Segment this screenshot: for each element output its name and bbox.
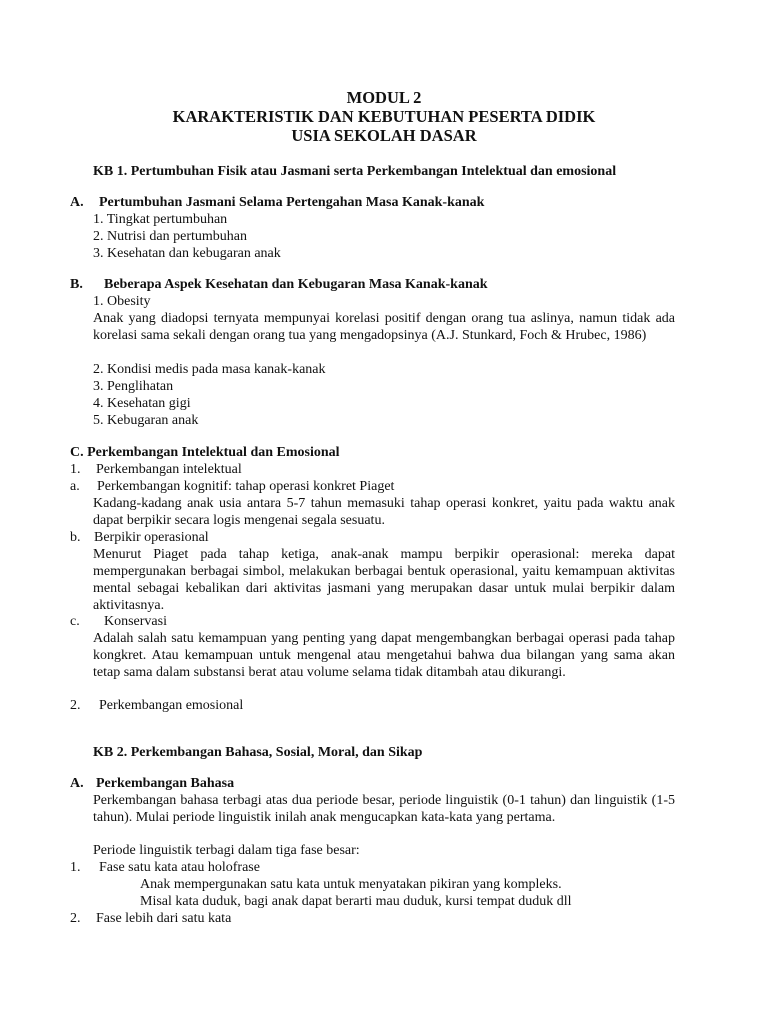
list-item: 1. Tingkat pertumbuhan (93, 212, 228, 227)
list-item: 4. Kesehatan gigi (93, 396, 191, 411)
list-item: 2. Nutrisi dan pertumbuhan (93, 229, 247, 244)
kb2-section-a-letter: A. (70, 776, 84, 791)
list-item: Fase lebih dari satu kata (96, 911, 232, 926)
list-item: 1. Obesity (93, 294, 151, 309)
list-item: Konservasi (104, 614, 167, 629)
list-item: Perkembangan kognitif: tahap operasi konkret Piaget (97, 479, 395, 494)
kb1-section-a-letter: A. (70, 195, 84, 210)
list-item: Perkembangan intelektual (96, 462, 242, 477)
title-line-3: USIA SEKOLAH DASAR (291, 126, 477, 145)
kognitif-text: Kadang-kadang anak usia antara 5-7 tahun memasuki tahap operasi konkret, yaitu pada waktu anak dapat berpikir secara logis mengenai segala sesuatu. (93, 496, 675, 528)
kognitif-paragraph (93, 495, 675, 529)
fase-1-line-2: Misal kata duduk, bagi anak dapat berarti mau duduk, kursi tempat duduk dll (140, 894, 572, 909)
list-number: 1. (70, 462, 81, 477)
title-line-1: MODUL 2 (346, 88, 422, 107)
konservasi-text: Adalah salah satu kemampuan yang penting yang dapat mengembangkan berbagai operasi pada tahap kongkret. Atau kemampuan untuk mengenal atau mengetahui bahwa dua bilangan yang sama akan tetap sama dalam substansi berat atau volume selama tidak ditambah atau dikurangi. (93, 631, 675, 680)
list-number: 2. (70, 911, 81, 926)
obesity-paragraph (93, 310, 675, 344)
bahasa-paragraph (93, 792, 675, 826)
list-number: 2. (70, 698, 81, 713)
kb2-section-a-heading: Perkembangan Bahasa (96, 776, 235, 791)
title-line-2: KARAKTERISTIK DAN KEBUTUHAN PESERTA DIDIK (172, 107, 596, 126)
konservasi-paragraph (93, 630, 675, 681)
bahasa-text: Perkembangan bahasa terbagi atas dua periode besar, periode linguistik (0-1 tahun) dan linguistik (1-5 tahun). Mulai periode linguistik inilah anak mengucapkan kata-kata yang pertama. (93, 793, 675, 825)
kb1-section-b-heading: Beberapa Aspek Kesehatan dan Kebugaran Masa Kanak-kanak (104, 277, 488, 292)
list-letter: c. (70, 614, 80, 629)
operasional-text: Menurut Piaget pada tahap ketiga, anak-anak mampu berpikir operasional: mereka dapat mempergunakan berbagai simbol, melakukan berbagai bentuk operasional, yaitu kemampuan aktivitas mental sebagai kebalikan dari aktivitas jasmani yang merupakan dasar untuk mulai berpikir dalam aktivitasnya. (93, 547, 675, 613)
kb1-section-b-letter: B. (70, 277, 83, 292)
list-item: Perkembangan emosional (99, 698, 244, 713)
kb1-section-c-heading: C. Perkembangan Intelektual dan Emosional (70, 445, 340, 460)
list-number: 1. (70, 860, 81, 875)
operasional-paragraph (93, 546, 675, 614)
kb2-heading: KB 2. Perkembangan Bahasa, Sosial, Moral, dan Sikap (93, 745, 423, 760)
kb1-section-a-heading: Pertumbuhan Jasmani Selama Pertengahan Masa Kanak-kanak (99, 195, 485, 210)
fase-intro: Periode linguistik terbagi dalam tiga fase besar: (93, 843, 360, 858)
list-item: 3. Kesehatan dan kebugaran anak (93, 246, 281, 261)
list-letter: b. (70, 530, 81, 545)
obesity-text: Anak yang diadopsi ternyata mempunyai korelasi positif dengan orang tua aslinya, namun tidak ada korelasi sama sekali dengan orang tua yang mengadopsinya (A.J. Stunkard, Foch & Hrubec, 1986) (93, 311, 675, 343)
module-title (0, 88, 768, 145)
list-item: 2. Kondisi medis pada masa kanak-kanak (93, 362, 326, 377)
list-item: Berpikir operasional (94, 530, 209, 545)
list-letter: a. (70, 479, 80, 494)
fase-1-line-1: Anak mempergunakan satu kata untuk menyatakan pikiran yang kompleks. (140, 877, 562, 892)
list-item: 3. Penglihatan (93, 379, 174, 394)
list-item: Fase satu kata atau holofrase (99, 860, 260, 875)
kb1-heading: KB 1. Pertumbuhan Fisik atau Jasmani serta Perkembangan Intelektual dan emosional (93, 164, 617, 179)
list-item: 5. Kebugaran anak (93, 413, 199, 428)
